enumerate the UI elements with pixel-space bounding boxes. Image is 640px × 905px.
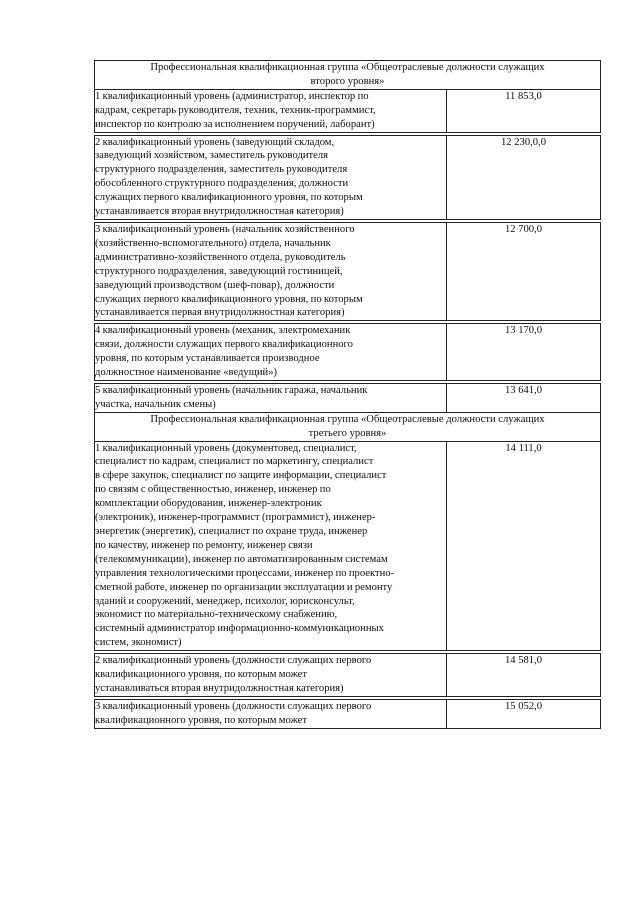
level-description-line: участка, начальник смены) (95, 398, 216, 410)
salary-value-cell (447, 221, 601, 322)
salary-table (94, 60, 601, 729)
level-description-cell (95, 322, 447, 382)
group-header-row (95, 412, 601, 441)
level-description-line: 2 квалификационный уровень (должности служащих первого (95, 655, 372, 667)
level-description-line: (телекоммуникации), инженер по автоматизированным системам (95, 553, 388, 565)
level-description-line: 1 квалификационный уровень (администратор, инспектор по (95, 90, 369, 102)
level-description-line: сметной работе, инженер по организации эксплуатации и ремонту (95, 581, 393, 593)
level-description-line: по качеству, инженер по ремонту, инженер связи (95, 539, 313, 551)
level-description-line: заведующий хозяйством, заместитель руководителя (95, 150, 328, 162)
level-description-line: (хозяйственно-вспомогательного) отдела, начальник (95, 237, 331, 249)
group-title-line: Профессиональная квалификационная группа «Общеотраслевые должности служащих (150, 413, 545, 425)
salary-value: 11 853,0 (505, 90, 542, 102)
salary-value: 12 230,0,0 (500, 136, 547, 148)
level-description-line: кадрам, секретарь руководителя, техник, техник-программист, (95, 104, 376, 116)
group-title-cell (95, 412, 601, 441)
level-description-line: (электроник), инженер-программист (программист), инженер- (95, 512, 376, 524)
qualification-row (95, 698, 601, 728)
qualification-row (95, 134, 601, 221)
level-description-cell (95, 652, 447, 698)
level-description-line: квалификационного уровня, по которым может (95, 669, 307, 681)
level-description-line: устанавливаться вторая внутридолжностная категория) (95, 682, 344, 694)
salary-value-cell (447, 322, 601, 382)
level-description-line: устанавливается первая внутридолжностная категория) (95, 307, 345, 319)
level-description-line: структурного подразделения, заведующий гостиницей, (95, 265, 343, 277)
level-description-line: служащих первого квалификационного уровня, по которым (95, 192, 363, 204)
level-description-line: должностное наименование «ведущий») (95, 367, 278, 379)
salary-value: 14 111,0 (505, 442, 542, 454)
group-title-line: третьего уровня» (308, 427, 387, 439)
level-description-line: квалификационного уровня, по которым может (95, 714, 307, 726)
qualification-row (95, 322, 601, 382)
salary-value: 12 700,0 (504, 223, 543, 235)
level-description-line: связи, должности служащих первого квалификационного (95, 339, 353, 351)
level-description-line: заведующий производством (шеф-повар), должности (95, 279, 335, 291)
group-header-row (95, 61, 601, 90)
level-description-line: энергетик (энергетик), специалист по охране труда, инженер (95, 526, 368, 537)
level-description-line: в сфере закупок, специалист по защите информации, специалист (95, 470, 387, 482)
salary-value: 14 581,0 (504, 655, 543, 667)
level-description-cell (95, 382, 447, 412)
salary-value: 13 170,0 (504, 325, 543, 337)
level-description-line: административно-хозяйственного отдела, руководитель (95, 251, 346, 263)
group-title-line: Профессиональная квалификационная группа «Общеотраслевые должности служащих (150, 62, 545, 73)
level-description-line: устанавливается вторая внутридолжностная категория) (95, 206, 344, 218)
level-description-line: служащих первого квалификационного уровня, по которым (95, 293, 363, 305)
qualification-row (95, 89, 601, 133)
level-description-cell (95, 89, 447, 133)
level-description-line: уровня, по которым устанавливается производное (95, 353, 320, 365)
qualification-row (95, 441, 601, 652)
group-title-cell (95, 61, 601, 90)
level-description-line: 4 квалификационный уровень (механик, электромеханик (95, 325, 351, 337)
salary-value-cell (447, 698, 601, 728)
level-description-line: экономист по материально-техническому снабжению, (95, 609, 338, 621)
level-description-line: специалист по кадрам, специалист по маркетингу, специалист (95, 456, 374, 468)
level-description-line: инспектор по контролю за исполнением поручений, лаборант) (95, 118, 375, 130)
level-description-cell (95, 441, 447, 652)
level-description-line: 3 квалификационный уровень (должности служащих первого (95, 700, 372, 712)
qualification-row (95, 221, 601, 322)
level-description-line: зданий и сооружений, менеджер, психолог, юрисконсульт, (95, 595, 355, 607)
level-description-cell (95, 221, 447, 322)
salary-value-cell (447, 652, 601, 698)
qualification-row (95, 382, 601, 412)
salary-value: 15 052,0 (504, 700, 543, 712)
salary-value-cell (447, 89, 601, 133)
salary-value-cell (447, 382, 601, 412)
level-description-line: структурного подразделения, заместитель руководителя (95, 164, 348, 176)
salary-value-cell (447, 134, 601, 221)
level-description-line: обособленного структурного подразделения, должности (95, 178, 349, 190)
qualification-row (95, 652, 601, 698)
level-description-line: системный администратор информационно-коммуникационных (95, 623, 384, 635)
level-description-line: систем, экономист) (95, 637, 182, 649)
level-description-line: управления технологическими процессами, инженер по проектно- (95, 567, 395, 579)
level-description-line: 1 квалификационный уровень (документовед, специалист, (95, 442, 357, 454)
level-description-cell (95, 134, 447, 221)
level-description-line: комплектации оборудования, инженер-электроник (95, 498, 322, 510)
level-description-cell (95, 698, 447, 728)
level-description-line: 2 квалификационный уровень (заведующий складом, (95, 136, 335, 148)
salary-table-body (95, 61, 601, 729)
salary-value: 13 641,0 (504, 384, 543, 396)
level-description-line: 3 квалификационный уровень (начальник хозяйственного (95, 223, 355, 235)
level-description-line: по связям с общественностью, инженер, инженер по (95, 484, 331, 496)
level-description-line: 5 квалификационный уровень (начальник гаража, начальник (95, 384, 368, 396)
group-title-line: второго уровня» (310, 75, 385, 87)
salary-value-cell (447, 441, 601, 652)
